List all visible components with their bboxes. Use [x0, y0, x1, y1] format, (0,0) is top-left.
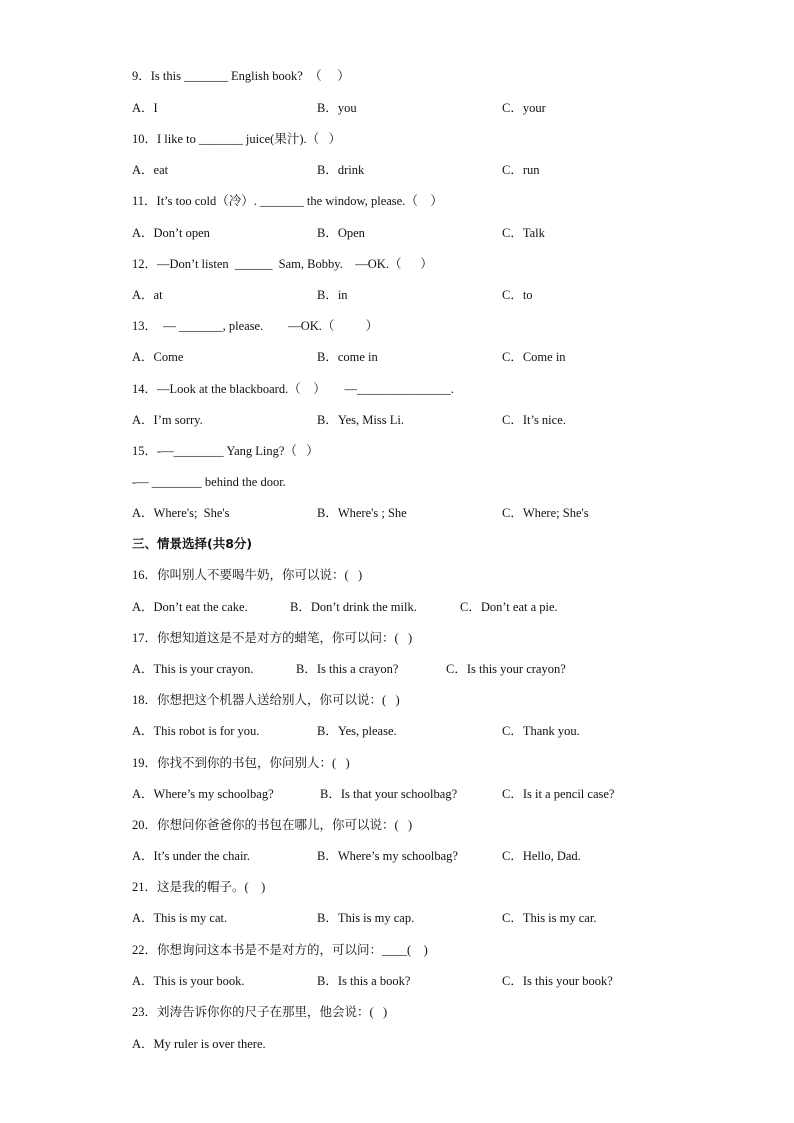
option-c: C．Is it a pencil case?: [502, 787, 615, 801]
question-19-options: [132, 786, 772, 802]
option-c: C．run: [502, 163, 540, 177]
option-a: A．Don’t open: [132, 226, 210, 240]
question-9-stem: 9．Is this _______ English book? （ ）: [132, 69, 350, 83]
question-21-options: [132, 910, 772, 926]
question-14-options: [132, 412, 772, 428]
question-17-stem: 17．你想知道这是不是对方的蜡笔，你可以问：( ): [132, 631, 413, 645]
question-20-stem: 20．你想问你爸爸你的书包在哪儿，你可以说：( ): [132, 818, 413, 832]
section-heading: 三、情景选择(共8分): [132, 536, 253, 551]
question-13-stem: 13． — _______, please. —OK.（ ）: [132, 319, 379, 333]
option-a: A．Come: [132, 350, 184, 364]
option-c: C．This is my car.: [502, 911, 597, 925]
option-b: B．Is that your schoolbag?: [320, 787, 458, 801]
option-c: C．Is this your crayon?: [446, 662, 566, 676]
option-a: A．at: [132, 288, 163, 302]
question-11-stem: 11．It’s too cold（冷）. _______ the window, please.（ ）: [132, 194, 443, 208]
option-c: C．Don’t eat a pie.: [460, 600, 558, 614]
question-22-stem: 22．你想询问这本书是不是对方的，可以问：____( ): [132, 943, 428, 957]
option-a: A．Don’t eat the cake.: [132, 600, 248, 614]
question-17-options: [132, 661, 772, 677]
question-12-stem: 12．—Don’t listen ______ Sam, Bobby. —OK.（ ）: [132, 257, 433, 271]
option-c: C．Where; She's: [502, 506, 589, 520]
question-18-stem: 18．你想把这个机器人送给别人，你可以说：( ): [132, 693, 400, 707]
option-c: C．your: [502, 101, 546, 115]
option-b: B．come in: [317, 350, 378, 364]
option-b: B．drink: [317, 163, 365, 177]
option-a: A．It’s under the chair.: [132, 849, 251, 863]
option-a: A．I: [132, 101, 158, 115]
option-b: B．in: [317, 288, 348, 302]
question-10-stem: 10．I like to _______ juice(果汁).（ ）: [132, 132, 341, 146]
option-b: B．Yes, please.: [317, 724, 397, 738]
question-19-stem: 19．你找不到你的书包，你问别人：( ): [132, 756, 350, 770]
question-12-options: [132, 287, 772, 303]
option-c: C．to: [502, 288, 533, 302]
option-c: C．Talk: [502, 226, 545, 240]
option-a: A．eat: [132, 163, 169, 177]
option-a: A．I’m sorry.: [132, 413, 203, 427]
question-21-stem: 21．这是我的帽子。( ): [132, 880, 266, 894]
question-15-extra: -— ________ behind the door.: [132, 475, 286, 489]
option-a: A．This robot is for you.: [132, 724, 260, 738]
option-a: A．Where's; She's: [132, 506, 230, 520]
question-11-options: [132, 225, 772, 241]
option-b: B．Yes, Miss Li.: [317, 413, 404, 427]
question-15-options: [132, 505, 772, 521]
option-c: C．Is this your book?: [502, 974, 613, 988]
option-c: C．It’s nice.: [502, 413, 566, 427]
option-c: C．Hello, Dad.: [502, 849, 581, 863]
option-a: A．Where’s my schoolbag?: [132, 787, 274, 801]
question-13-options: [132, 349, 772, 365]
question-15-stem: 15．-—________ Yang Ling?（ ）: [132, 444, 319, 458]
option-b: B．Where's ; She: [317, 506, 407, 520]
option-a: A．This is your book.: [132, 974, 245, 988]
option-c: C．Come in: [502, 350, 566, 364]
option-b: B．This is my cap.: [317, 911, 415, 925]
question-23-options: [132, 1036, 772, 1052]
question-22-options: [132, 973, 772, 989]
option-b: B．Open: [317, 226, 365, 240]
option-a: A．This is your crayon.: [132, 662, 254, 676]
question-14-stem: 14．—Look at the blackboard.（ ） —_______________.: [132, 382, 454, 396]
option-b: B．Is this a crayon?: [296, 662, 399, 676]
question-16-stem: 16．你叫别人不要喝牛奶，你可以说：( ): [132, 568, 363, 582]
question-18-options: [132, 723, 772, 739]
option-b: B．you: [317, 101, 357, 115]
option-a: A．My ruler is over there.: [132, 1037, 266, 1051]
question-23-stem: 23．刘涛告诉你你的尺子在那里，他会说：( ): [132, 1005, 388, 1019]
option-a: A．This is my cat.: [132, 911, 228, 925]
option-c: C．Thank you.: [502, 724, 580, 738]
option-b: B．Don’t drink the milk.: [290, 600, 417, 614]
question-10-options: [132, 162, 772, 178]
question-9-options: [132, 100, 772, 116]
option-b: B．Where’s my schoolbag?: [317, 849, 458, 863]
question-16-options: [132, 599, 772, 615]
question-20-options: [132, 848, 772, 864]
option-b: B．Is this a book?: [317, 974, 411, 988]
